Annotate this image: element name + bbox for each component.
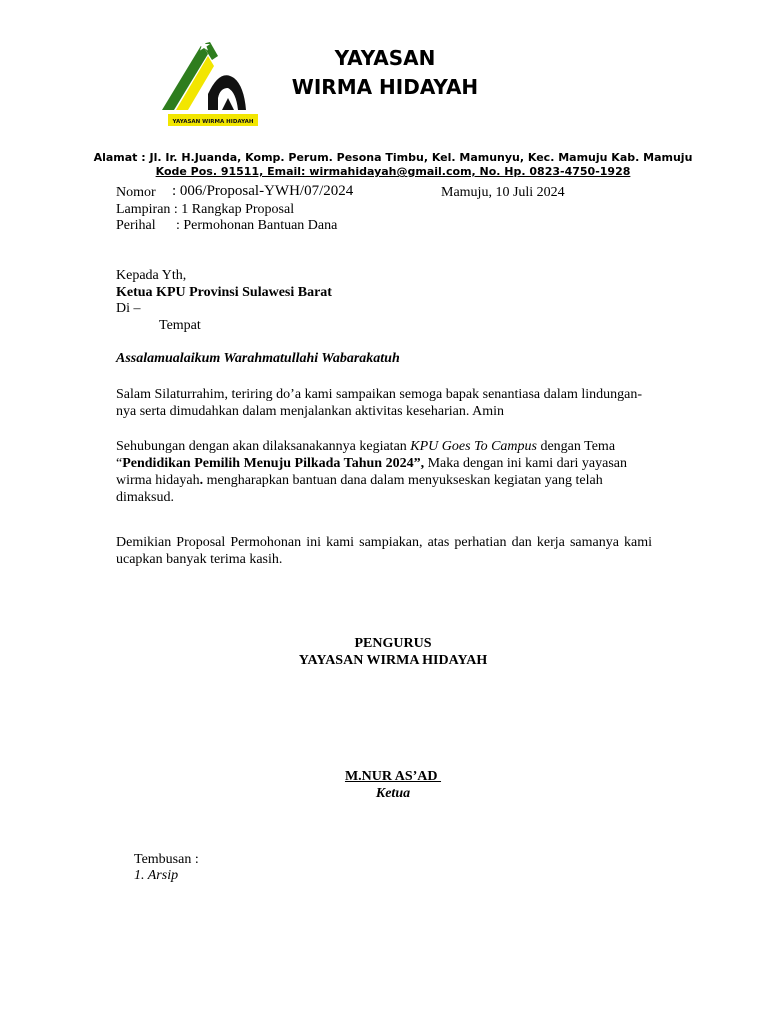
lampiran-value: : 1 Rangkap Proposal: [173, 202, 295, 217]
recipient-name: Ketua KPU Provinsi Sulawesi Barat: [116, 285, 332, 300]
para2-pre: Sehubungan dengan akan dilaksanakannya kegiatan: [116, 439, 411, 454]
di-line: Di –: [116, 301, 141, 316]
para2-mid: dengan Tema “: [116, 439, 616, 471]
org-title-line1: YAYASAN: [334, 46, 436, 70]
para2-post1: Maka dengan ini kami dari yayasan wirma hidayah: [116, 456, 628, 488]
cc-label: Tembusan :: [134, 852, 199, 867]
letter-date: Mamuju, 10 Juli 2024: [441, 185, 565, 200]
greeting: Kepada Yth,: [116, 268, 187, 283]
event-name: KPU Goes To Campus: [410, 439, 537, 454]
perihal-value: : Permohonan Bantuan Dana: [176, 218, 338, 233]
signature-org-line1: PENGURUS: [354, 636, 432, 651]
paragraph-closing: Demikian Proposal Permohonan ini kami sampiakan, atas perhatian dan kerja samanya kami ucapkan banyak terima kasih.: [116, 535, 652, 567]
lampiran-label: Lampiran: [116, 202, 171, 217]
perihal-label: Perihal: [116, 218, 156, 233]
org-title-line2: WIRMA HIDAYAH: [291, 75, 479, 99]
foundation-logo: [158, 38, 262, 130]
signatory-name: M.NUR AS’AD: [344, 769, 442, 784]
theme-title: Pendidikan Pemilih Menuju Pilkada Tahun 2024”,: [122, 456, 425, 471]
para2-dot: .: [199, 473, 204, 488]
signature-org-line2: YAYASAN WIRMA HIDAYAH: [298, 653, 488, 668]
para2-post2: mengharapkan bantuan dana dalam menyukseskan kegiatan yang telah dimaksud.: [116, 473, 603, 505]
nomor-row: [116, 184, 156, 201]
signatory-role: Ketua: [375, 786, 411, 801]
lampiran-row: [116, 201, 294, 218]
signatory-name-wrap: [116, 768, 670, 785]
logo-text: YAYASAN WIRMA HIDAYAH: [172, 119, 254, 125]
cc-item: 1. Arsip: [134, 868, 179, 883]
address-block: [60, 151, 726, 179]
tempat-line: Tempat: [159, 318, 201, 333]
org-title: [270, 44, 500, 102]
paragraph-request: [116, 438, 652, 506]
contact-line: Kode Pos. 91511, Email: wirmahidayah@gmail.com, No. Hp. 0823-4750-1928: [155, 165, 631, 178]
nomor-value: : 006/Proposal-YWH/07/2024: [172, 183, 354, 199]
address-line: Alamat : Jl. Ir. H.Juanda, Komp. Perum. Pesona Timbu, Kel. Mamunyu, Kec. Mamuju Kab. Mamuju: [93, 151, 693, 164]
salutation: Assalamualaikum Warahmatullahi Wabarakatuh: [116, 351, 400, 366]
nomor-label: Nomor: [116, 185, 156, 200]
paragraph-greeting: Salam Silaturrahim, teriring do’a kami sampaikan semoga bapak senantiasa dalam lindungan-nya serta dimudahkan dalam menjalankan aktivitas keseharian. Amin: [116, 387, 643, 419]
